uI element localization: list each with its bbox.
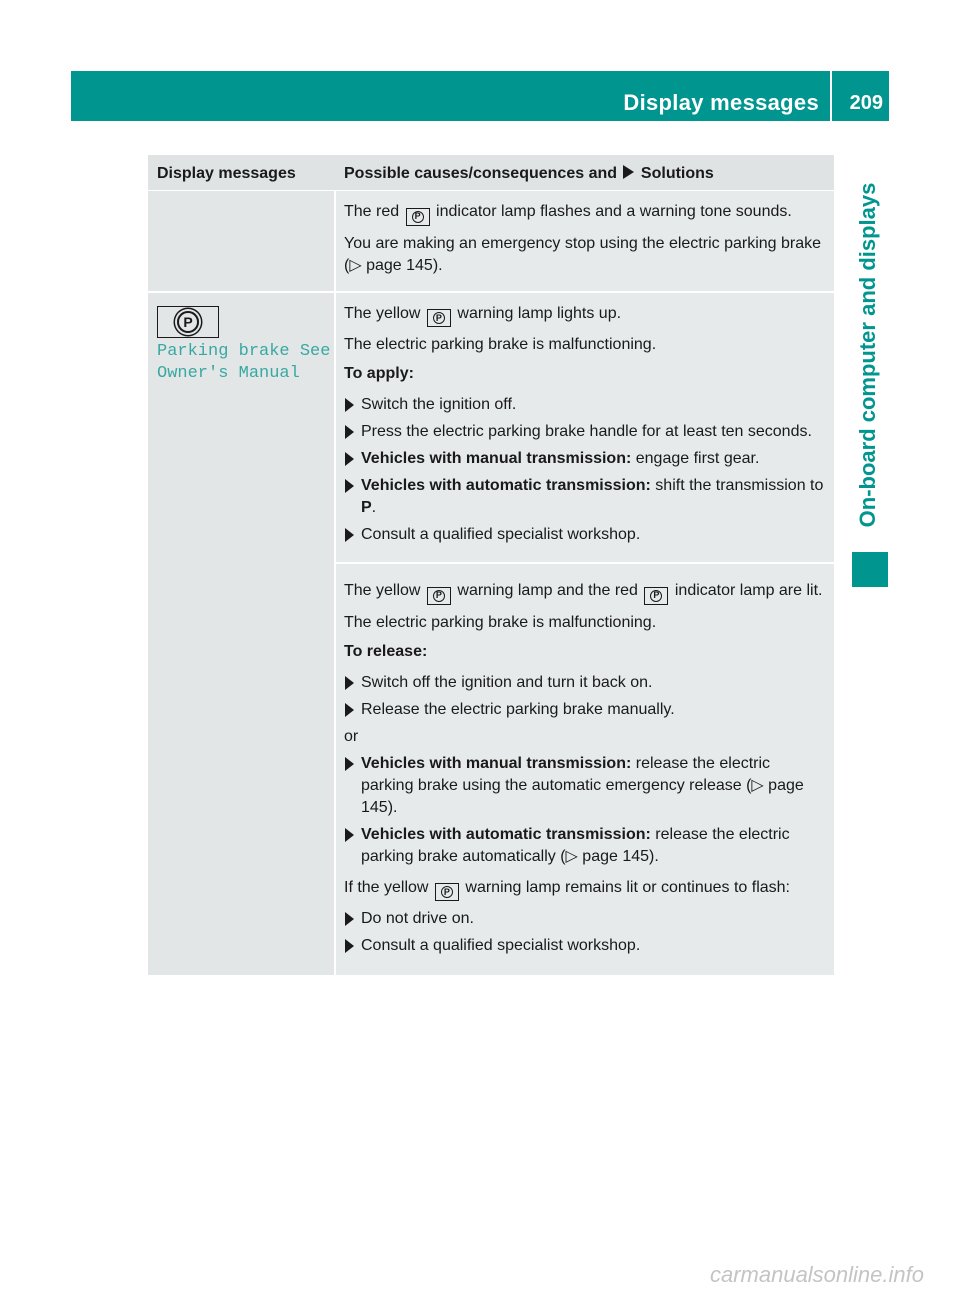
- page-number: 209: [849, 92, 883, 114]
- parking-brake-icon: P: [644, 587, 668, 605]
- list-item: Vehicles with manual transmission: engage first gear.: [344, 448, 826, 470]
- causes-cell: The yellow P warning lamp lights up. The electric parking brake is malfunctioning. To apply: Switch the ignition off. Press the electric parking brake handle for at least ten seconds. Vehicles with manual transmission: engage first gear. Vehicles with automatic transmission: shift the transmission to P. Consult a qualified specialist workshop.: [336, 293, 834, 565]
- list-item: Switch the ignition off.: [344, 394, 826, 416]
- display-message-cell: [148, 191, 336, 291]
- list-item: Vehicles with automatic transmission: shift the transmission to P.: [344, 475, 826, 519]
- display-message-cell: [148, 293, 336, 976]
- arrow-right-icon: [623, 165, 634, 179]
- list-item: Consult a qualified specialist workshop.: [344, 935, 826, 957]
- header-title: Display messages: [623, 90, 819, 115]
- list-item: Consult a qualified specialist workshop.: [344, 524, 826, 546]
- list-item: Press the electric parking brake handle for at least ten seconds.: [344, 421, 826, 443]
- col-header-causes: Possible causes/consequences and Solutions: [344, 165, 714, 182]
- side-marker: [852, 552, 888, 587]
- list-item: Release the electric parking brake manually.: [344, 699, 826, 721]
- table-header: [148, 155, 834, 191]
- header-divider: [830, 71, 832, 121]
- parking-brake-icon: P: [406, 208, 430, 226]
- list-item: Do not drive on.: [344, 908, 826, 930]
- causes-cell: The red P indicator lamp flashes and a warning tone sounds. You are making an emergency stop using the electric parking brake (▷ page 145).: [336, 191, 834, 291]
- side-section-label: [852, 170, 884, 540]
- table-row: [148, 191, 834, 293]
- col-header-display-messages: Display messages: [157, 165, 296, 182]
- causes-cell: The yellow P warning lamp and the red P indicator lamp are lit. The electric parking brake is malfunctioning. To release: Switch off the ignition and turn it back on. Release the electric parking brake manually. or Vehicles with manual transmission: release the electric parking brake using the automatic emergency release (▷ page 145). Vehicles with automatic transmission: release the electric parking brake automatically (▷ page 145). If the yellow P warning lamp remains lit or continues to flash: Do not drive on. Consult a qualified specialist workshop.: [336, 564, 834, 975]
- parking-brake-icon: P: [427, 587, 451, 605]
- table-row: [148, 293, 834, 976]
- messages-table: [148, 155, 834, 975]
- watermark: carmanualsonline.info: [709, 1262, 924, 1287]
- side-label-text: On-board computer and displays: [855, 182, 880, 528]
- page-header: [71, 71, 889, 121]
- parking-brake-icon: P: [427, 309, 451, 327]
- display-message-text: Parking brake See Owner's Manual: [157, 341, 331, 383]
- list-item: Vehicles with manual transmission: release the electric parking brake using the automatic emergency release (▷ page 145).: [344, 753, 826, 819]
- parking-brake-icon: P: [435, 883, 459, 901]
- parking-brake-icon: P: [157, 306, 219, 338]
- list-item: Switch off the ignition and turn it back on.: [344, 672, 826, 694]
- list-item: Vehicles with automatic transmission: release the electric parking brake automatically (▷ page 145).: [344, 824, 826, 868]
